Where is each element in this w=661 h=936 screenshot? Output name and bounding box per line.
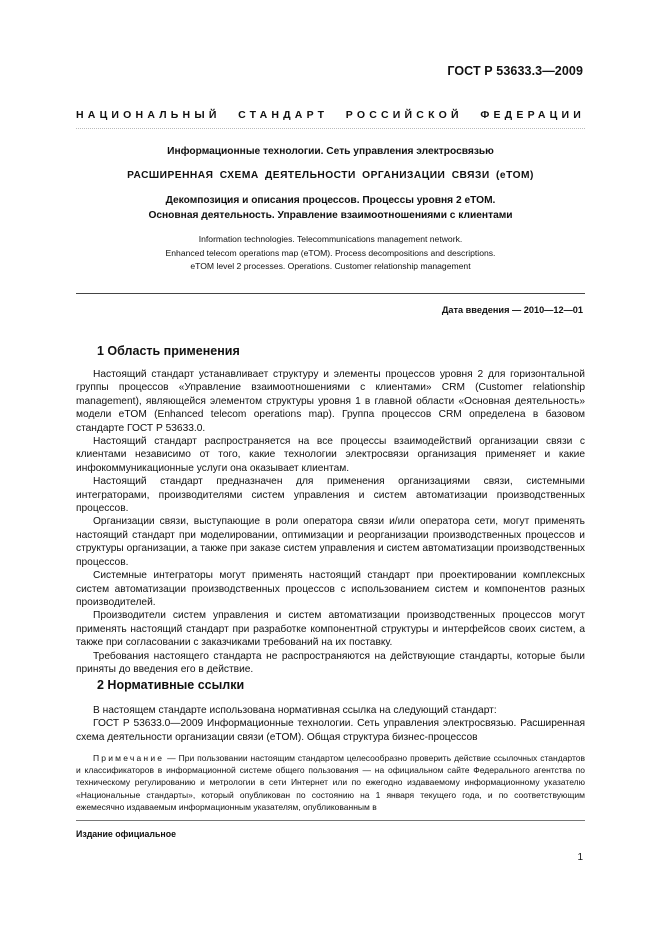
banner-divider <box>76 128 585 129</box>
note-prefix: Примечание <box>93 753 165 763</box>
official-edition-label: Издание официальное <box>76 829 176 839</box>
note-paragraph <box>76 752 585 813</box>
english-title-line-1: Information technologies. Telecommunications management network. <box>198 234 463 244</box>
paragraph: В настоящем стандарте использована нормативная ссылка на следующий стандарт: <box>93 705 497 716</box>
english-title-line-3: eTOM level 2 processes. Operations. Customer relationship management <box>190 261 471 271</box>
paragraph: Настоящий стандарт распространяется на все процессы взаимодействий организации связи с клиентами независимо от того, какие технологии электросвязи организация применяет и какие инфокоммуникационные услуги она оказывает клиентам. <box>76 436 585 474</box>
paragraph: Системные интеграторы могут применять настоящий стандарт при проектировании комплексных систем автоматизации производственных процессов с использованием систем и компонентов разных производителей. <box>76 570 585 608</box>
paragraph: Настоящий стандарт устанавливает структуру и элементы процессов уровня 2 для горизонтальной группы процессов «Управление взаимоотношениями с клиентами» CRM (Customer relationship management), являющейся элементом структуры уровня 1 в главной области «Основная деятельность» модели eTOM (Enhanced telecom operations map). Группа процессов CRM определена в базовом стандарте ГОСТ Р 53633.0. <box>76 369 585 434</box>
section-2-body <box>76 704 585 744</box>
title-series: Информационные технологии. Сеть управления электросвязью <box>167 146 494 157</box>
national-standard-banner: НАЦИОНАЛЬНЫЙ СТАНДАРТ РОССИЙСКОЙ ФЕДЕРАЦИИ <box>76 109 585 121</box>
section-1-body <box>76 368 585 676</box>
english-title <box>76 233 585 274</box>
paragraph: ГОСТ Р 53633.0—2009 Информационные технологии. Сеть управления электросвязью. Расширенная схема деятельности организации связи (eTOM). Общая структура бизнес-процессов <box>76 718 585 743</box>
title-block <box>76 146 585 274</box>
title-main: РАСШИРЕННАЯ СХЕМА ДЕЯТЕЛЬНОСТИ ОРГАНИЗАЦИИ СВЯЗИ (eTOM) <box>127 170 534 181</box>
document-number: ГОСТ Р 53633.3—2009 <box>447 64 583 78</box>
paragraph: Производители систем управления и систем автоматизации производственных процессов могут применять настоящий стандарт при разработке компонентной структуры и интерфейсов своих систем, а также при согласовании с заказчиками требований на их поставку. <box>76 610 585 649</box>
note <box>76 752 585 813</box>
page-number: 1 <box>577 852 583 863</box>
introduction-date: Дата введения — 2010—12—01 <box>441 305 583 315</box>
section-2-heading: 2 Нормативные ссылки <box>97 678 245 692</box>
note-text: — При пользовании настоящим стандартом целесообразно проверить действие ссылочных стандартов и классификаторов в информационной системе общего пользования — на официальном сайте Федерального агентства по техническому регулированию и метрологии в сети Интернет или по ежегодно издаваемому информационному указателю «Национальные стандарты», который опубликован по состоянию на 1 января текущего года, и по соответствующим ежемесячно издаваемым информационным указателям, опубликованным в <box>76 753 585 812</box>
paragraph: Требования настоящего стандарта не распространяются на действующие стандарты, которые были приняты до введения его в действие. <box>76 650 585 675</box>
header-divider <box>76 293 585 294</box>
section-1-heading: 1 Область применения <box>97 344 240 358</box>
footer-divider <box>76 820 585 821</box>
title-subtitle-line-1: Декомпозиция и описания процессов. Процессы уровня 2 eTOM. <box>165 195 496 206</box>
title-subtitle-line-2: Основная деятельность. Управление взаимоотношениями с клиентами <box>148 209 513 221</box>
paragraph: Настоящий стандарт предназначен для применения организациями связи, системными интеграторами, производителями систем управления и систем автоматизации производственных процессов. <box>76 476 585 515</box>
paragraph: Организации связи, выступающие в роли оператора связи и/или оператора сети, могут применять настоящий стандарт при моделировании, оптимизации и реорганизации производственных процессов и структуры организации, а также при заказе систем управления и систем автоматизации производственных процессов. <box>76 516 585 568</box>
english-title-line-2: Enhanced telecom operations map (eTOM). Process decompositions and descriptions. <box>165 247 496 258</box>
